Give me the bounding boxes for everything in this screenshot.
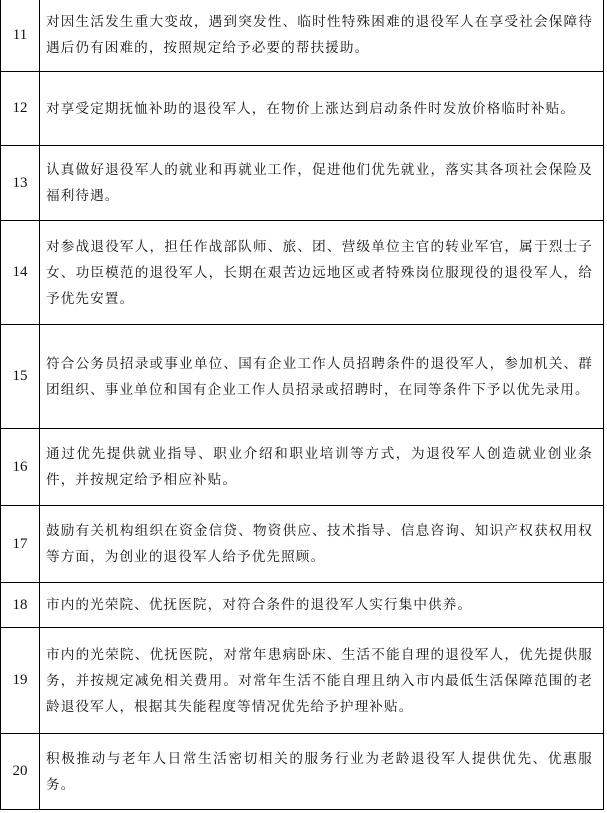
row-number: 15: [1, 325, 40, 429]
row-text: 对因生活发生重大变故，遇到突发性、临时性特殊困难的退役军人在享受社会保障待遇后仍有困难的，按照规定给予必要的帮扶援助。: [40, 0, 604, 72]
row-text: 市内的光荣院、优抚医院，对常年患病卧床、生活不能自理的退役军人，优先提供服务，并按规定减免相关费用。对常年生活不能自理且纳入市内最低生活保障范围的老龄退役军人，根据其失能程度等情况优先给予护理补贴。: [40, 628, 604, 734]
row-number: 18: [1, 583, 40, 628]
row-text: 积极推动与老年人日常生活密切相关的服务行业为老龄退役军人提供优先、优惠服务。: [40, 734, 604, 810]
table-row: [1, 628, 604, 734]
table-row: [1, 583, 604, 628]
row-number: 20: [1, 734, 40, 810]
row-text: 对参战退役军人，担任作战部队师、旅、团、营级单位主官的转业军官，属于烈士子女、功臣模范的退役军人，长期在艰苦边远地区或者特殊岗位服现役的退役军人，给予优先安置。: [40, 221, 604, 325]
row-number: 14: [1, 221, 40, 325]
table-row: [1, 72, 604, 146]
table-row: [1, 429, 604, 506]
table-row: [1, 221, 604, 325]
row-number: 11: [1, 0, 40, 72]
row-text: 对享受定期抚恤补助的退役军人，在物价上涨达到启动条件时发放价格临时补贴。: [40, 72, 604, 146]
table-row: [1, 325, 604, 429]
row-text: 通过优先提供就业指导、职业介绍和职业培训等方式，为退役军人创造就业创业条件，并按规定给予相应补贴。: [40, 429, 604, 506]
row-number: 16: [1, 429, 40, 506]
row-number: 19: [1, 628, 40, 734]
row-number: 12: [1, 72, 40, 146]
table-row: [1, 734, 604, 810]
row-text: 符合公务员招录或事业单位、国有企业工作人员招聘条件的退役军人，参加机关、群团组织、事业单位和国有企业工作人员招录或招聘时，在同等条件下予以优先录用。: [40, 325, 604, 429]
table-row: [1, 506, 604, 583]
row-text: 鼓励有关机构组织在资金信贷、物资供应、技术指导、信息咨询、知识产权获权用权等方面，为创业的退役军人给予优先照顾。: [40, 506, 604, 583]
row-number: 17: [1, 506, 40, 583]
table-row: [1, 0, 604, 72]
row-number: 13: [1, 146, 40, 221]
table-row: [1, 146, 604, 221]
row-text: 市内的光荣院、优抚医院，对符合条件的退役军人实行集中供养。: [40, 583, 604, 628]
row-text: 认真做好退役军人的就业和再就业工作，促进他们优先就业，落实其各项社会保险及福利待遇。: [40, 146, 604, 221]
